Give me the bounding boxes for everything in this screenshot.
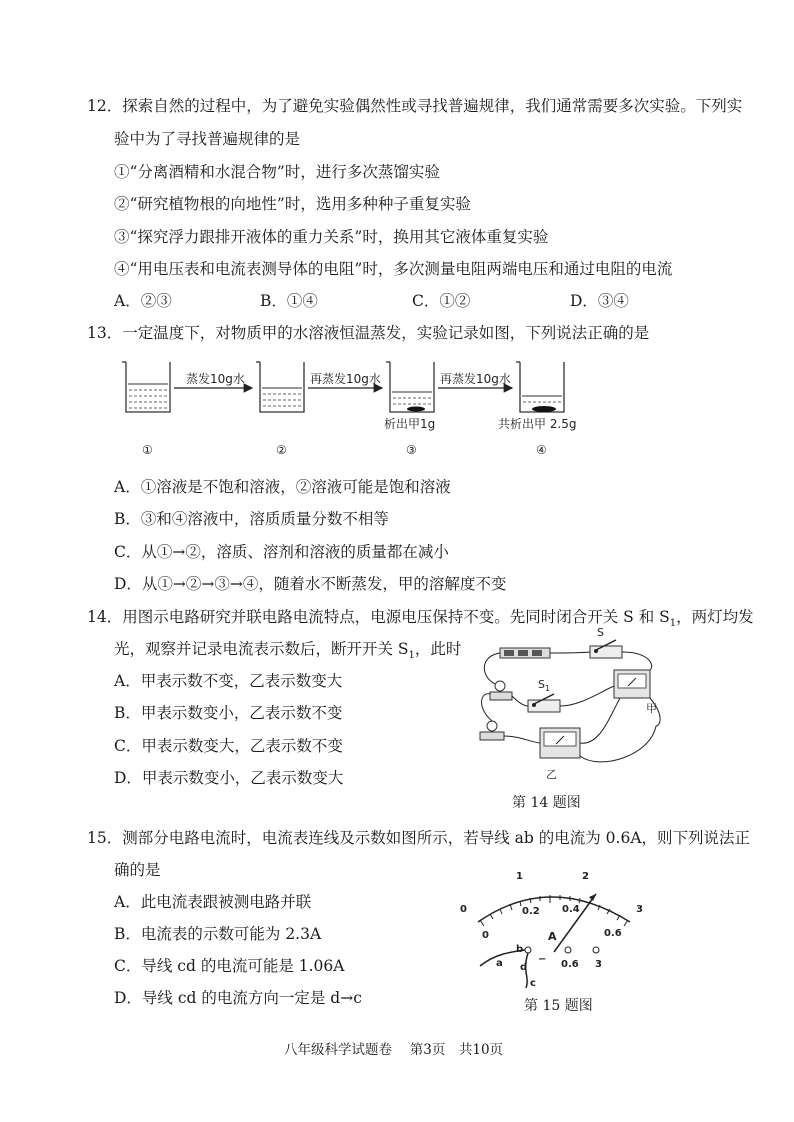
q14-option-a: A．甲表示数不变，乙表示数变大 [114, 672, 343, 690]
q12-item-4: ④“用电压表和电流表测导体的电阻”时，多次测量电阻两端电压和通过电阻的电流 [114, 260, 673, 278]
wire [580, 726, 656, 762]
wire-label-b: b [516, 944, 524, 955]
precipitate-label-4: 共析出甲 2.5g [498, 417, 577, 431]
inner-scale-06: 0.6 [604, 928, 622, 939]
q14-option-b: B．甲表示数变小，乙表示数不变 [114, 704, 343, 722]
q12-stem-line1: 12．探索自然的过程中，为了避免实验偶然性或寻找普遍规律，我们通常需要多次实验。下列实 [87, 97, 743, 115]
q14-option-c: C．甲表示数变大，乙表示数不变 [114, 737, 343, 755]
switch-s-label: S [597, 626, 604, 639]
terminal-3-label: 3 [595, 959, 602, 970]
q12-option-c: C．①② [412, 292, 471, 310]
beaker-label-3: ③ [406, 443, 417, 457]
q14-stem-line1: 14．用图示电路研究并联电路电流特点，电源电压保持不变。先同时闭合开关 S 和 $S_1$，两灯均发 [87, 608, 754, 630]
terminal-3 [593, 947, 599, 953]
wire-label-a: a [496, 958, 503, 969]
q13-stem: 13．一定温度下，对物质甲的水溶液恒温蒸发，实验记录如图，下列说法正确的是 [87, 324, 650, 342]
switch-s1-icon [528, 694, 560, 712]
q15-option-c: C．导线 cd 的电流可能是 1.06A [114, 957, 345, 975]
ammeter-yi-label: 乙 [546, 768, 557, 781]
q15-ammeter-figure [450, 862, 660, 992]
outer-scale-2: 2 [582, 871, 589, 882]
terminal-neg-label: − [538, 954, 547, 965]
beaker-label-4: ④ [536, 443, 547, 457]
q15-stem-line1: 15．测部分电路电流时，电流表连线及示数如图所示，若导线 ab 的电流为 0.6A，则下列说法正 [87, 829, 751, 847]
q12-item-3: ③“探究浮力跟排开液体的重力关系”时，换用其它液体重复实验 [114, 228, 549, 246]
q13-option-d: D．从①→②→③→④，随着水不断蒸发，甲的溶解度不变 [114, 575, 507, 593]
ammeter-scale-arc [478, 897, 630, 922]
terminal-06 [565, 947, 571, 953]
ammeter-jia-icon [614, 670, 650, 698]
q12-option-a: A．②③ [114, 292, 172, 310]
q14-stem-line2: 光，观察并记录电流表示数后，断开开关 $S_1$，此时 [114, 640, 462, 662]
inner-scale-0: 0 [482, 930, 489, 941]
pointer-arrowhead [589, 894, 596, 901]
page-footer: 八年级科学试题卷 第3页 共10页 [284, 1042, 504, 1058]
outer-scale-0: 0 [460, 904, 467, 915]
wire [512, 696, 528, 706]
q14-circuit-figure [470, 606, 670, 786]
q15-stem-line2: 确的是 [114, 861, 161, 879]
q12-item-1: ①“分离酒精和水混合物”时，进行多次蒸馏实验 [114, 163, 440, 181]
ammeter-ticks [480, 895, 628, 926]
outer-scale-3: 3 [636, 904, 643, 915]
battery-icon [500, 648, 550, 658]
terminal-06-label: 0.6 [561, 959, 579, 970]
arrow-1-label: 蒸发10g水 [186, 372, 245, 386]
wire [484, 653, 500, 684]
lamp-1-icon [490, 681, 512, 700]
q13-evaporation-figure [110, 352, 610, 462]
ammeter-pointer [554, 894, 596, 952]
q12-stem-line2: 验中为了寻找普遍规律的是 [114, 130, 301, 148]
wire-label-c: c [530, 978, 536, 989]
beaker-1 [122, 362, 170, 412]
arrow-3-label: 再蒸发10g水 [440, 372, 511, 386]
q15-option-a: A．此电流表跟被测电路并联 [114, 893, 312, 911]
precipitate-4 [532, 406, 556, 412]
switch-s-icon [590, 640, 622, 658]
inner-scale-02: 0.2 [522, 906, 540, 917]
q14-option-d: D．甲表示数变小，乙表示数变大 [114, 769, 344, 787]
lamp-2-icon [480, 721, 504, 740]
precipitate-3 [407, 407, 425, 412]
q12-item-2: ②“研究植物根的向地性”时，选用多种种子重复实验 [114, 195, 471, 213]
q15-option-d: D．导线 cd 的电流方向一定是 d→c [114, 989, 362, 1007]
beaker-2 [256, 362, 304, 412]
beaker-label-1: ① [142, 443, 153, 457]
ammeter-jia-label: 甲 [646, 702, 657, 715]
unit-label: A [548, 930, 557, 943]
wire [560, 686, 614, 706]
wire [504, 736, 540, 743]
ammeter-yi-icon [540, 728, 580, 758]
inner-scale-04: 0.4 [562, 904, 580, 915]
q12-option-b: B．①④ [260, 292, 318, 310]
q13-option-b: B．③和④溶液中，溶质质量分数不相等 [114, 510, 389, 528]
q15-caption: 第 15 题图 [524, 998, 593, 1014]
switch-s1-label: $S_1$ [538, 678, 551, 693]
beaker-label-2: ② [276, 443, 287, 457]
q13-option-c: C．从①→②，溶质、溶剂和溶液的质量都在减小 [114, 543, 449, 561]
q12-option-d: D．③④ [570, 292, 629, 310]
wire-label-d: d [520, 962, 528, 973]
wire [550, 652, 590, 653]
q15-option-b: B．电流表的示数可能为 2.3A [114, 925, 322, 943]
outer-scale-1: 1 [516, 871, 523, 882]
arrow-2-label: 再蒸发10g水 [310, 372, 381, 386]
q14-caption: 第 14 题图 [512, 795, 581, 811]
terminal-neg [525, 947, 531, 953]
beaker-3 [386, 362, 434, 412]
wire [580, 698, 620, 743]
precipitate-label-3: 析出甲1g [384, 417, 436, 431]
q13-option-a: A．①溶液是不饱和溶液，②溶液可能是饱和溶液 [114, 478, 451, 496]
beaker-4 [516, 362, 564, 412]
wire [622, 652, 652, 670]
